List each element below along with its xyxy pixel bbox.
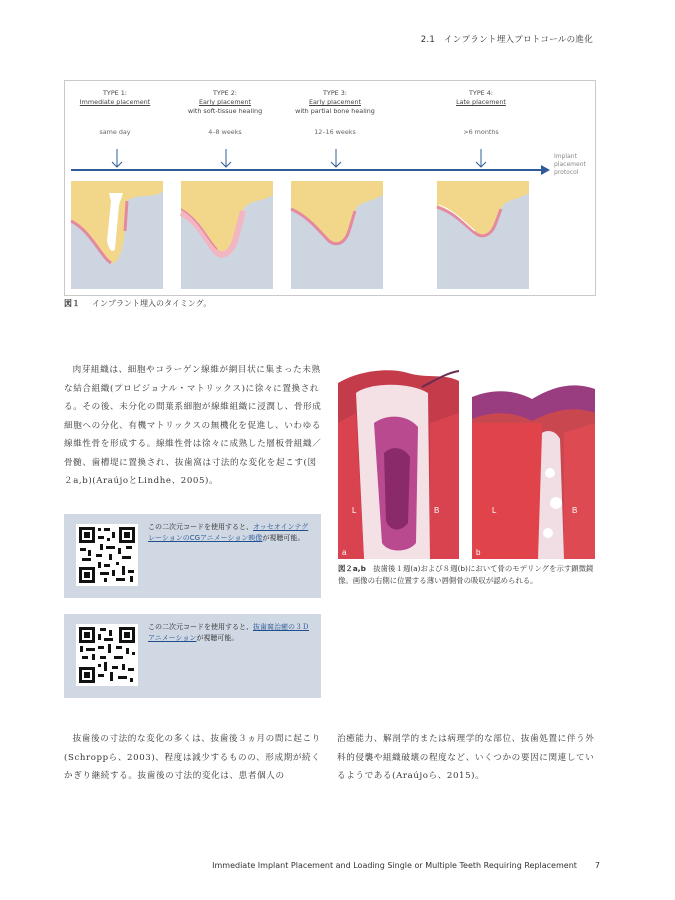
body-paragraph-3: 治癒能力、解剖学的または病理学的な部位、抜歯処置に伴う外科的侵襲や組織破壊の程度など、いくつかの要因に関連しているようである(Araújoら、2015)。 [337,734,595,781]
panel-type-3 [291,181,383,289]
qr-code-icon[interactable] [76,624,138,686]
timeline-arrowhead-icon [541,165,550,175]
type-timing: 4–8 weeks [208,128,242,136]
type-label: TYPE 2: [213,89,237,97]
type-timing: >6 months [463,128,499,136]
body-paragraph-2: 抜歯後の寸法的な変化の多くは、抜歯後３ヵ月の間に起こり(Schroppら、2003)、程度は減少するものの、形成期が続くかぎり継続する。抜歯後の寸法的変化は、患者個人の [64,734,321,781]
animation-link[interactable]: 抜歯窩治癒の３Ｄアニメーション [148,623,309,642]
down-arrow-icon [112,149,122,167]
histology-image-a [338,363,459,559]
qr-description: この二次元コードを使用すると、抜歯窩治癒の３Ｄアニメーションが視聴可能。 [148,623,309,642]
body-paragraph-1: 肉芽組織は、細胞やコラーゲン線維が網目状に集まった未熟な結合組織(プロビジョナル・マトリックス)に徐々に置換される。その後、未分化の間葉系細胞が線維組織に浸潤し、骨形成細胞への分化、有機マトリックスの無機化を促進し、いわゆる線維性骨を形成する。線維性骨は徐々に成熟した層板骨組織／骨髄、歯槽堤に置換され、抜歯窩は寸法的な変化を起こす(図２a,b)(AraújoとLindhe、2005)。 [64,365,322,486]
running-footer [0,861,600,870]
figure-2-caption [338,563,596,587]
book-title: Immediate Implant Placement and Loading Single or Multiple Teeth Requiring Replacement [212,861,577,870]
label-L: L [352,506,357,515]
label-B: B [434,506,440,515]
page-number: 7 [594,861,600,870]
protocol-label: Implant placement protocol [554,153,586,176]
caption-text: 抜歯後１週(a)および８週(b)において骨のモデリングを示す顕微鏡像。画像の右側に位置する薄い唇側骨の吸収が認められる。 [338,564,594,585]
type-timing: same day [99,128,131,136]
figure-1-caption [64,298,211,309]
label-L: L [492,506,497,515]
qr-description: この二次元コードを使用すると、オッセオインテグレーションのCGアニメーション映像が視聴可能。 [148,523,309,542]
qr-code-icon[interactable] [76,524,138,586]
label-B: B [572,506,578,515]
type-timing: 12–16 weeks [314,128,356,136]
figure-number: 図２a,b [338,564,366,573]
animation-link[interactable]: オッセオインテグレーションのCGアニメーション映像 [148,523,309,542]
panel-type-1 [71,181,163,289]
type-label: TYPE 1: [103,89,127,97]
figure-number: 図１ [64,299,80,308]
type-name: Late placement [456,98,506,106]
histology-image-b [472,363,595,559]
type-sub: with soft-tissue healing [187,107,263,115]
running-header: 2.1 インプラント埋入プロトコールの進化 [420,35,593,45]
type-sub: with partial bone healing [295,107,375,115]
caption-text: インプラント埋入のタイミング。 [92,299,212,308]
panel-type-2 [181,181,273,289]
down-arrow-icon [476,149,486,167]
figure-1 [64,80,596,296]
panel-label-b: b [476,548,481,557]
down-arrow-icon [331,149,341,167]
type-label: TYPE 4: [469,89,493,97]
type-name: Immediate placement [79,98,151,106]
qr-info-box-1 [64,514,321,598]
down-arrow-icon [221,149,231,167]
qr-info-box-2 [64,614,321,698]
panel-type-4 [437,181,529,289]
type-name: Early placement [198,98,252,106]
timeline-diagram [65,81,595,295]
panel-label-a: a [342,548,347,557]
type-name: Early placement [308,98,362,106]
type-label: TYPE 3: [323,89,347,97]
